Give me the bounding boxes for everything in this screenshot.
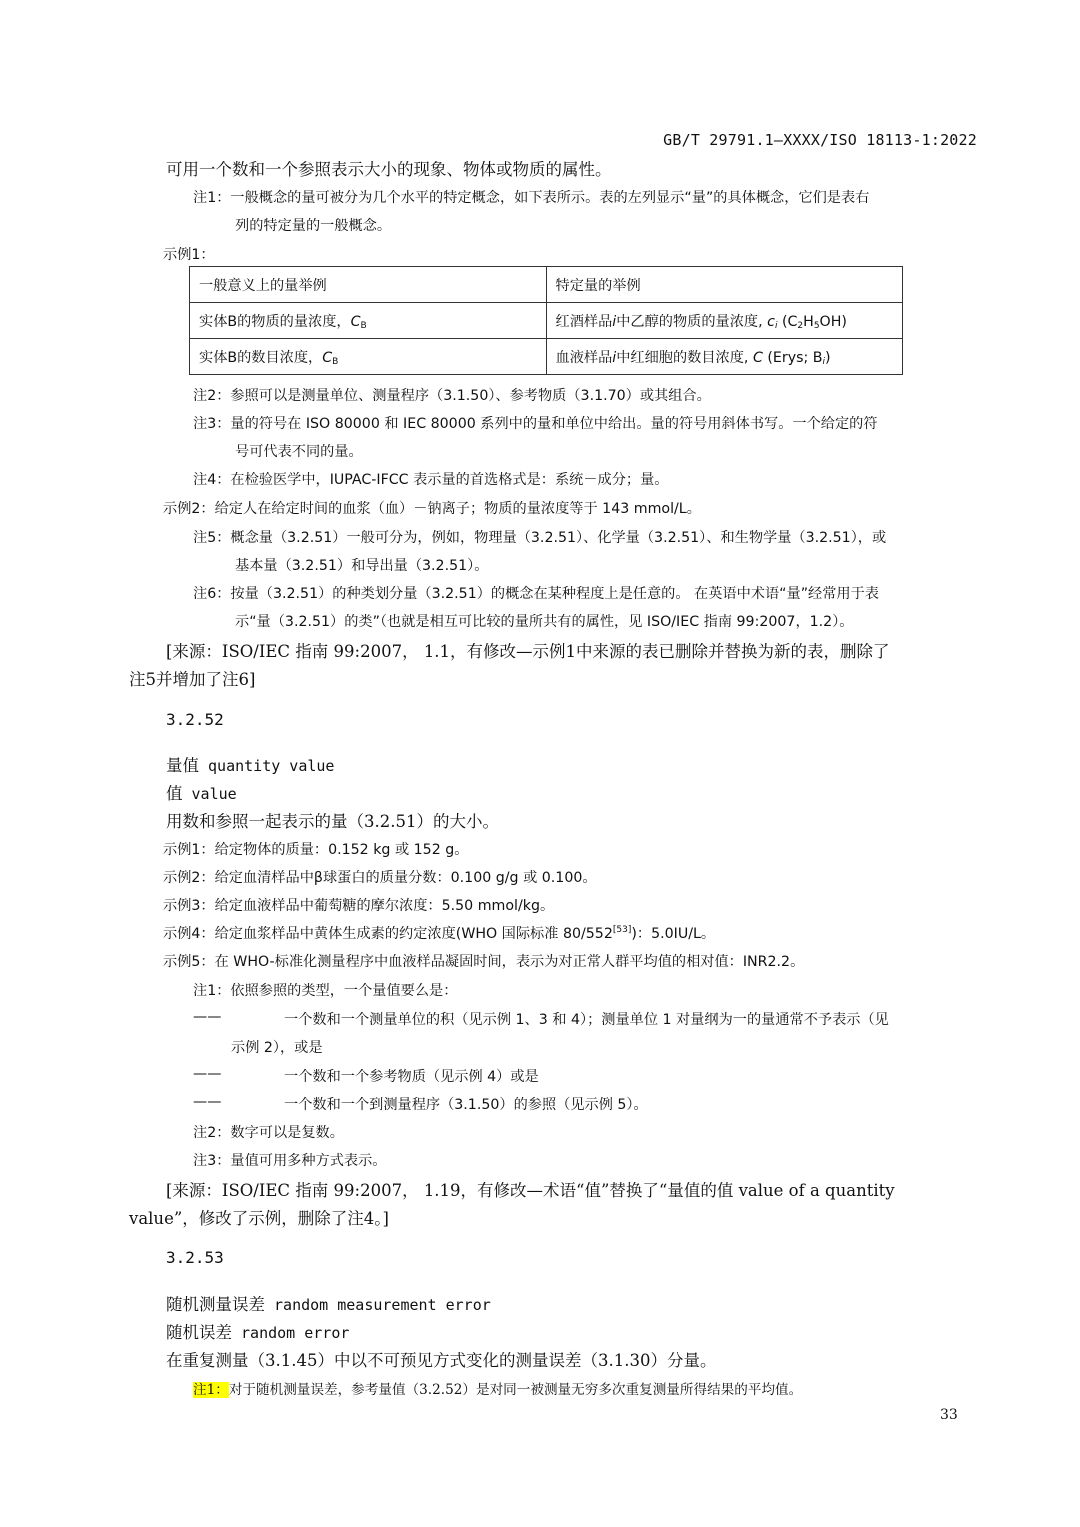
example-1-label: 示例1： [163, 247, 215, 263]
table-cell: 实体B的数目浓度，$C_B$ [190, 339, 547, 375]
list-dash: —— [193, 1066, 222, 1082]
table-cell: 红酒样品i中乙醇的物质的量浓度, $c_i$ $(C_2H_5OH)$ [546, 303, 903, 339]
example-4: 示例4：给定血浆样品中黄体生成素的约定浓度(WHO 国际标准 80/552[53])：5.0IU/L。 [163, 925, 716, 942]
section-number: 3.2.53 [166, 1248, 224, 1267]
term-preferred: 量值 quantity value [166, 756, 335, 775]
example-2: 示例2：给定人在给定时间的血浆（血）－钠离子；物质的量浓度等于 143 mmol/L。 [163, 501, 701, 517]
definition-text: 可用一个数和一个参照表示大小的现象、物体或物质的属性。 [166, 160, 612, 179]
term-preferred: 随机测量误差 random measurement error [166, 1295, 491, 1314]
note-2: 注2：参照可以是测量单位、测量程序（3.1.50）、参考物质（3.1.70）或其组合。 [193, 388, 711, 404]
list-item-1-line-2: 示例 2），或是 [231, 1040, 323, 1056]
list-item-1-line-1: 一个数和一个测量单位的积（见示例 1、3 和 4）；测量单位 1 对量纲为一的量通常不予表示（见 [284, 1012, 889, 1028]
list-item-2: 一个数和一个参考物质（见示例 4）或是 [284, 1069, 539, 1085]
page-number: 33 [940, 1407, 958, 1423]
note-6-line-1: 注6：按量（3.2.51）的种类划分量（3.2.51）的概念在某种程度上是任意的。 在英语中术语“量”经常用于表 [193, 586, 879, 602]
table-header-cell: 一般意义上的量举例 [190, 267, 547, 303]
highlighted-note-label: 注1： [193, 1382, 229, 1398]
source-line-1: [来源：ISO/IEC 指南 99:2007， 1.1，有修改—示例1中来源的表已删除并替换为新的表，删除了 [166, 642, 890, 661]
table-row [190, 303, 903, 339]
note-3-line-1: 注3：量的符号在 ISO 80000 和 IEC 80000 系列中的量和单位中给出。量的符号用斜体书写。一个给定的符 [193, 416, 878, 432]
table-row [190, 267, 903, 303]
source-line-2: 注5并增加了注6] [129, 670, 256, 689]
table-row [190, 339, 903, 375]
note-5-line-1: 注5：概念量（3.2.51）一般可分为，例如，物理量（3.2.51）、化学量（3.2.51）、和生物学量（3.2.51），或 [193, 530, 887, 546]
section-number: 3.2.52 [166, 710, 224, 729]
definition-text: 在重复测量（3.1.45）中以不可预见方式变化的测量误差（3.1.30）分量。 [166, 1351, 717, 1370]
note-5-line-2: 基本量（3.2.51）和导出量（3.2.51）。 [235, 558, 489, 574]
note-6-line-2: 示“量（3.2.51）的类”（也就是相互可比较的量所共有的属性，见 ISO/IEC 指南 99:2007，1.2）。 [235, 614, 854, 630]
note-2: 注2：数字可以是复数。 [193, 1125, 344, 1141]
example-3: 示例3：给定血液样品中葡萄糖的摩尔浓度：5.50 mmol/kg。 [163, 898, 555, 914]
note-3: 注3：量值可用多种方式表示。 [193, 1153, 387, 1169]
note-1: 注1：对于随机测量误差，参考量值（3.2.52）是对同一被测量无穷多次重复测量所得结果的平均值。 [193, 1382, 803, 1398]
definition-text: 用数和参照一起表示的量（3.2.51）的大小。 [166, 812, 499, 831]
term-admitted: 值 value [166, 784, 237, 803]
list-dash: —— [193, 1094, 222, 1110]
source-line-1: [来源：ISO/IEC 指南 99:2007， 1.19，有修改—术语“值”替换了“量值的值 value of a quantity [166, 1181, 895, 1200]
note-3-line-2: 号可代表不同的量。 [235, 444, 363, 460]
note-1-line-2: 列的特定量的一般概念。 [235, 218, 392, 234]
list-item-3: 一个数和一个到测量程序（3.1.50）的参照（见示例 5）。 [284, 1097, 648, 1113]
term-admitted: 随机误差 random error [166, 1323, 350, 1342]
example-2: 示例2：给定血清样品中β球蛋白的质量分数：0.100 g/g 或 0.100。 [163, 870, 597, 886]
source-line-2: value”，修改了示例，删除了注4。] [129, 1209, 389, 1228]
note-1-line-1: 注1：一般概念的量可被分为几个水平的特定概念，如下表所示。表的左列显示“量”的具体概念，它们是表右 [193, 190, 870, 206]
table-cell: 实体B的物质的量浓度，$C_B$ [190, 303, 547, 339]
quantity-table [189, 266, 903, 375]
example-5: 示例5：在 WHO-标准化测量程序中血液样品凝固时间，表示为对正常人群平均值的相对值：INR2.2。 [163, 954, 805, 970]
example-1: 示例1：给定物体的质量：0.152 kg 或 152 g。 [163, 842, 469, 858]
list-dash: —— [193, 1009, 222, 1025]
table-cell: 血液样品i中红细胞的数目浓度, C (Erys; $B_i$) [546, 339, 903, 375]
document-header: GB/T 29791.1—XXXX/ISO 18113-1:2022 [663, 131, 977, 149]
note-4: 注4：在检验医学中，IUPAC-IFCC 表示量的首选格式是：系统－成分；量。 [193, 472, 669, 488]
table-header-cell: 特定量的举例 [546, 267, 903, 303]
note-1: 注1：依照参照的类型，一个量值要么是： [193, 983, 458, 999]
